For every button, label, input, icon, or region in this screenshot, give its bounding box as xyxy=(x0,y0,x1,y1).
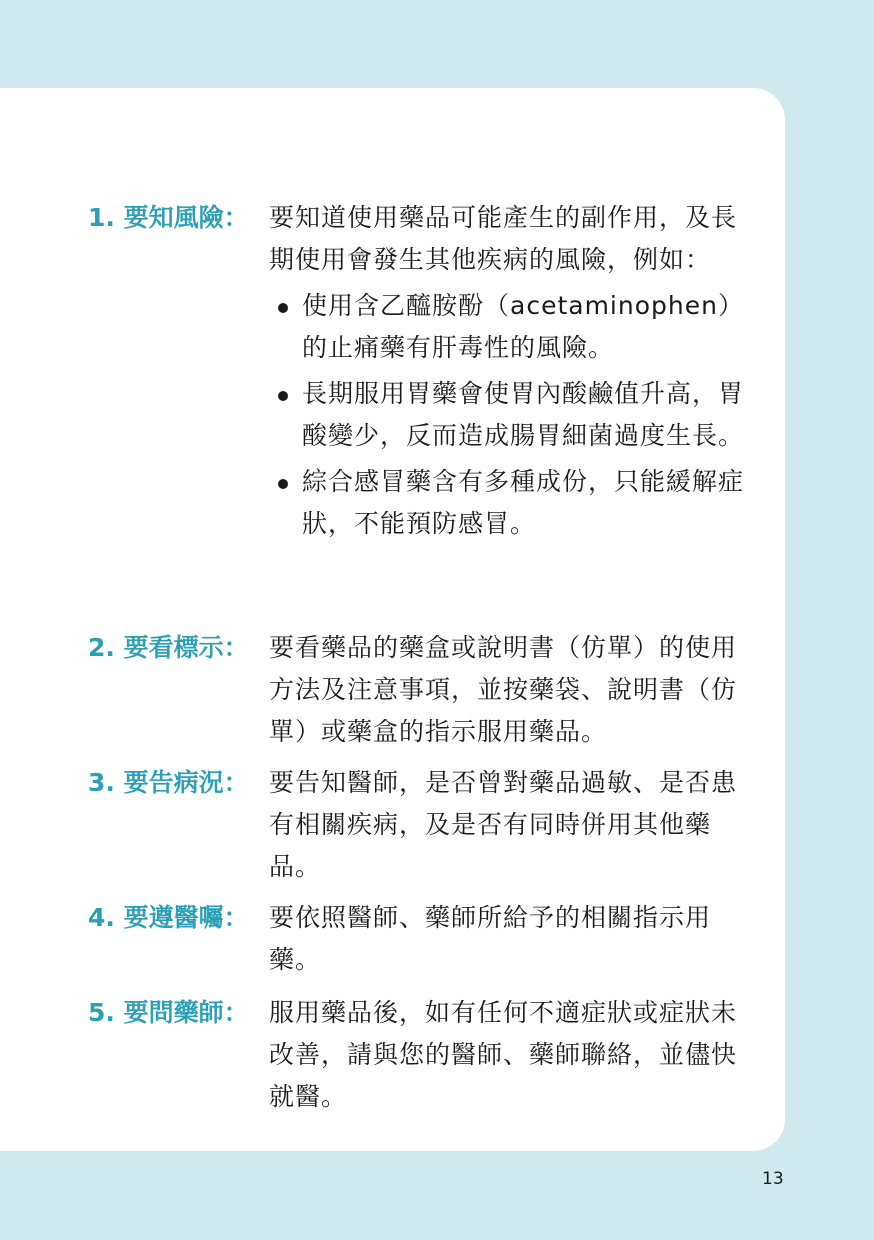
risk-examples-list xyxy=(269,285,753,545)
bullet-icon xyxy=(278,303,288,313)
item-label: 3. 要告病況： xyxy=(88,768,249,797)
item-body xyxy=(269,762,753,888)
item-label: 2. 要看標示： xyxy=(88,633,249,662)
bullet-text: 長期服用胃藥會使胃內酸鹼值升高，胃酸變少，反而造成腸胃細菌過度生長。 xyxy=(302,379,745,450)
list-item xyxy=(269,373,753,457)
bullet-text: 使用含乙醯胺酚（acetaminophen）的止痛藥有肝毒性的風險。 xyxy=(302,291,744,362)
item-label: 5. 要問藥師： xyxy=(88,998,249,1027)
item-body xyxy=(269,897,753,981)
item-text: 要告知醫師，是否曾對藥品過敏、是否患有相關疾病，及是否有同時併用其他藥品。 xyxy=(269,768,738,881)
item-body xyxy=(269,992,753,1118)
item-label: 1. 要知風險： xyxy=(88,203,249,232)
bullet-text: 綜合感冒藥含有多種成份，只能緩解症狀，不能預防感冒。 xyxy=(302,467,745,538)
item-body xyxy=(269,197,753,545)
list-item xyxy=(269,461,753,545)
page-number: 13 xyxy=(762,1169,784,1189)
bullet-icon xyxy=(278,479,288,489)
item-text: 服用藥品後，如有任何不適症狀或症狀未改善，請與您的醫師、藥師聯絡，並儘快就醫。 xyxy=(269,998,738,1111)
item-label: 4. 要遵醫囑： xyxy=(88,903,249,932)
item-text: 要依照醫師、藥師所給予的相關指示用藥。 xyxy=(269,903,712,974)
list-item xyxy=(269,285,753,369)
item-text: 要看藥品的藥盒或說明書（仿單）的使用方法及注意事項，並按藥袋、說明書（仿單）或藥盒的指示服用藥品。 xyxy=(269,633,738,746)
bullet-icon xyxy=(278,391,288,401)
item-text: 要知道使用藥品可能產生的副作用，及長期使用會發生其他疾病的風險，例如： xyxy=(269,203,738,274)
item-body xyxy=(269,627,753,753)
